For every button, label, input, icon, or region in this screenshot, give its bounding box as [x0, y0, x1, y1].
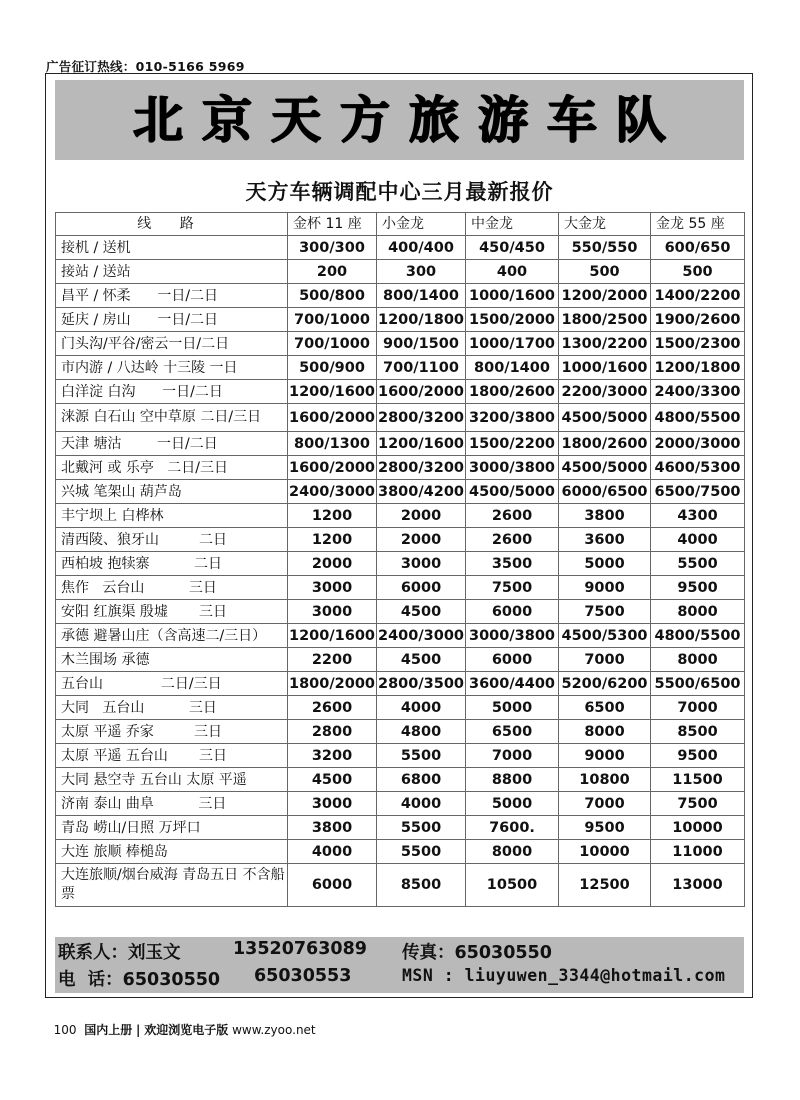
price-cell: 450/450	[466, 236, 559, 260]
route-cell: 承德 避暑山庄（含高速二/三日）	[56, 624, 288, 648]
price-cell: 5500	[377, 840, 466, 864]
price-cell: 5000	[559, 552, 651, 576]
price-cell: 1500/2000	[466, 308, 559, 332]
price-cell: 4000	[377, 792, 466, 816]
price-cell: 3800/4200	[377, 480, 466, 504]
price-cell: 5000	[466, 792, 559, 816]
price-cell: 1200/1800	[651, 356, 745, 380]
price-cell: 2800/3200	[377, 404, 466, 432]
price-cell: 7500	[466, 576, 559, 600]
price-cell: 1800/2500	[559, 308, 651, 332]
contact-mobile: 13520763089	[233, 939, 367, 959]
route-cell: 清西陵、狼牙山 二日	[56, 528, 288, 552]
route-cell: 门头沟/平谷/密云一日/二日	[56, 332, 288, 356]
contact-fax: 传真：65030550	[402, 943, 552, 963]
price-cell: 8000	[651, 600, 745, 624]
route-cell: 丰宁坝上 白桦林	[56, 504, 288, 528]
price-cell: 6000/6500	[559, 480, 651, 504]
price-cell: 4500	[377, 648, 466, 672]
price-cell: 5500/6500	[651, 672, 745, 696]
price-cell: 1500/2200	[466, 432, 559, 456]
price-cell: 4500/5000	[559, 404, 651, 432]
price-cell: 2400/3000	[288, 480, 377, 504]
price-cell: 3600/4400	[466, 672, 559, 696]
route-cell: 西柏坡 抱犊寨 二日	[56, 552, 288, 576]
price-cell: 1800/2600	[559, 432, 651, 456]
price-cell: 3000	[377, 552, 466, 576]
price-cell: 300/300	[288, 236, 377, 260]
table-row	[56, 236, 745, 260]
route-cell: 太原 平遥 五台山 三日	[56, 744, 288, 768]
route-cell: 五台山 二日/三日	[56, 672, 288, 696]
price-cell: 4500/5000	[466, 480, 559, 504]
price-cell: 2200/3000	[559, 380, 651, 404]
route-cell: 北戴河 或 乐亭 二日/三日	[56, 456, 288, 480]
price-cell: 1200/1600	[288, 380, 377, 404]
price-cell: 7000	[466, 744, 559, 768]
price-cell: 2000	[288, 552, 377, 576]
price-cell: 9500	[651, 576, 745, 600]
footer-slogan: 欢迎浏览电子版	[144, 1023, 229, 1037]
table-row	[56, 840, 745, 864]
contact-phone: 电 话：65030550	[58, 970, 221, 990]
table-body	[56, 236, 745, 907]
table-header-row	[56, 213, 745, 236]
contact-bar	[55, 937, 744, 993]
price-cell: 4800/5500	[651, 404, 745, 432]
price-cell: 2800/3200	[377, 456, 466, 480]
price-cell: 10000	[559, 840, 651, 864]
table-row	[56, 720, 745, 744]
table-row	[56, 600, 745, 624]
route-cell: 大同 五台山 三日	[56, 696, 288, 720]
table-row	[56, 380, 745, 404]
price-cell: 2800	[288, 720, 377, 744]
table-row	[56, 356, 745, 380]
table-row	[56, 284, 745, 308]
price-cell: 4000	[651, 528, 745, 552]
price-cell: 10800	[559, 768, 651, 792]
price-cell: 6000	[466, 600, 559, 624]
price-cell: 8500	[377, 864, 466, 907]
price-cell: 5500	[651, 552, 745, 576]
route-cell: 白洋淀 白沟 一日/二日	[56, 380, 288, 404]
route-cell: 兴城 笔架山 葫芦岛	[56, 480, 288, 504]
price-cell: 2200	[288, 648, 377, 672]
price-cell: 2400/3000	[377, 624, 466, 648]
price-cell: 1400/2200	[651, 284, 745, 308]
price-cell: 1200	[288, 528, 377, 552]
price-cell: 200	[288, 260, 377, 284]
price-cell: 3000	[288, 600, 377, 624]
price-cell: 3000/3800	[466, 624, 559, 648]
price-cell: 2000	[377, 528, 466, 552]
price-cell: 1200/1800	[377, 308, 466, 332]
table-row	[56, 624, 745, 648]
table-row	[56, 260, 745, 284]
price-cell: 700/1000	[288, 332, 377, 356]
route-cell: 木兰围场 承德	[56, 648, 288, 672]
price-cell: 8000	[559, 720, 651, 744]
table-row	[56, 504, 745, 528]
price-cell: 4800/5500	[651, 624, 745, 648]
price-cell: 2600	[466, 528, 559, 552]
price-cell: 4600/5300	[651, 456, 745, 480]
column-header-vehicle: 大金龙	[559, 213, 651, 236]
price-cell: 4000	[377, 696, 466, 720]
price-cell: 800/1400	[466, 356, 559, 380]
price-cell: 4300	[651, 504, 745, 528]
price-cell: 7000	[559, 792, 651, 816]
price-cell: 900/1500	[377, 332, 466, 356]
table-row	[56, 744, 745, 768]
price-cell: 3000	[288, 792, 377, 816]
price-cell: 9500	[651, 744, 745, 768]
route-cell: 太原 平遥 乔家 三日	[56, 720, 288, 744]
price-cell: 4500	[288, 768, 377, 792]
footer-section: 国内上册	[84, 1023, 133, 1037]
price-table	[55, 212, 745, 907]
price-cell: 10500	[466, 864, 559, 907]
price-cell: 7500	[651, 792, 745, 816]
price-cell: 3000	[288, 576, 377, 600]
table-row	[56, 456, 745, 480]
table-row	[56, 792, 745, 816]
price-cell: 800/1400	[377, 284, 466, 308]
price-cell: 9500	[559, 816, 651, 840]
route-cell: 安阳 红旗渠 殷墟 三日	[56, 600, 288, 624]
price-cell: 1000/1600	[466, 284, 559, 308]
price-cell: 10000	[651, 816, 745, 840]
price-cell: 11000	[651, 840, 745, 864]
route-cell: 天津 塘沽 一日/二日	[56, 432, 288, 456]
column-header-vehicle: 金龙 55 座	[651, 213, 745, 236]
contact-msn[interactable]: MSN : liuyuwen_3344@hotmail.com	[402, 966, 726, 985]
price-cell: 700/1100	[377, 356, 466, 380]
price-cell: 3800	[559, 504, 651, 528]
price-cell: 1000/1700	[466, 332, 559, 356]
price-cell: 5500	[377, 744, 466, 768]
price-cell: 1200/1600	[377, 432, 466, 456]
price-cell: 2600	[466, 504, 559, 528]
price-cell: 500	[651, 260, 745, 284]
table-row	[56, 480, 745, 504]
price-cell: 1300/2200	[559, 332, 651, 356]
company-title: 北京天方旅游车队	[133, 91, 685, 149]
price-cell: 13000	[651, 864, 745, 907]
price-cell: 7600.	[466, 816, 559, 840]
table-row	[56, 308, 745, 332]
route-cell: 涞源 白石山 空中草原 二日/三日	[56, 404, 288, 432]
price-cell: 1900/2600	[651, 308, 745, 332]
price-cell: 1600/2000	[377, 380, 466, 404]
price-cell: 9000	[559, 744, 651, 768]
price-cell: 1800/2000	[288, 672, 377, 696]
table-row	[56, 332, 745, 356]
table-row	[56, 864, 745, 907]
price-cell: 6500	[466, 720, 559, 744]
price-cell: 4500/5300	[559, 624, 651, 648]
price-cell: 400/400	[377, 236, 466, 260]
price-cell: 9000	[559, 576, 651, 600]
price-cell: 1200	[288, 504, 377, 528]
table-row	[56, 576, 745, 600]
price-cell: 600/650	[651, 236, 745, 260]
price-cell: 6000	[377, 576, 466, 600]
route-cell: 大连 旅顺 棒槌岛	[56, 840, 288, 864]
route-cell: 接机 / 送机	[56, 236, 288, 260]
price-cell: 500	[559, 260, 651, 284]
column-header-vehicle: 中金龙	[466, 213, 559, 236]
column-header-vehicle: 小金龙	[377, 213, 466, 236]
price-cell: 800/1300	[288, 432, 377, 456]
table-row	[56, 528, 745, 552]
table-row	[56, 768, 745, 792]
price-cell: 7000	[559, 648, 651, 672]
price-cell: 8000	[651, 648, 745, 672]
price-cell: 1200/1600	[288, 624, 377, 648]
price-cell: 11500	[651, 768, 745, 792]
route-cell: 青岛 崂山/日照 万坪口	[56, 816, 288, 840]
price-cell: 6500/7500	[651, 480, 745, 504]
table-row	[56, 404, 745, 432]
price-cell: 4000	[288, 840, 377, 864]
price-cell: 2000/3000	[651, 432, 745, 456]
price-cell: 5200/6200	[559, 672, 651, 696]
price-cell: 1600/2000	[288, 456, 377, 480]
price-cell: 550/550	[559, 236, 651, 260]
price-cell: 400	[466, 260, 559, 284]
price-cell: 3800	[288, 816, 377, 840]
title-banner	[55, 80, 744, 160]
price-cell: 1000/1600	[559, 356, 651, 380]
price-cell: 4500/5000	[559, 456, 651, 480]
price-cell: 3200/3800	[466, 404, 559, 432]
price-cell: 3600	[559, 528, 651, 552]
price-cell: 1200/2000	[559, 284, 651, 308]
route-cell: 市内游 / 八达岭 十三陵 一日	[56, 356, 288, 380]
footer-site-link[interactable]: www.zyoo.net	[232, 1023, 316, 1037]
price-cell: 300	[377, 260, 466, 284]
price-cell: 5000	[466, 696, 559, 720]
route-cell: 昌平 / 怀柔 一日/二日	[56, 284, 288, 308]
price-cell: 1800/2600	[466, 380, 559, 404]
contact-phone-2: 65030553	[254, 966, 352, 986]
price-cell: 6500	[559, 696, 651, 720]
table-row	[56, 696, 745, 720]
route-cell: 济南 泰山 曲阜 三日	[56, 792, 288, 816]
table-row	[56, 648, 745, 672]
price-cell: 8000	[466, 840, 559, 864]
ad-hotline: 广告征订热线：010-5166 5969	[46, 59, 245, 74]
route-cell: 大连旅顺/烟台威海 青岛五日 不含船票	[56, 864, 288, 907]
price-list-subtitle: 天方车辆调配中心三月最新报价	[245, 180, 554, 204]
page-number: 100	[53, 1023, 77, 1037]
price-cell: 3200	[288, 744, 377, 768]
price-cell: 2600	[288, 696, 377, 720]
price-cell: 500/900	[288, 356, 377, 380]
contact-person: 联系人：刘玉文	[58, 943, 181, 963]
price-cell: 500/800	[288, 284, 377, 308]
table-row	[56, 816, 745, 840]
price-cell: 6800	[377, 768, 466, 792]
route-cell: 接站 / 送站	[56, 260, 288, 284]
price-cell: 4800	[377, 720, 466, 744]
price-cell: 1500/2300	[651, 332, 745, 356]
footer-separator: |	[136, 1023, 141, 1037]
route-cell: 焦作 云台山 三日	[56, 576, 288, 600]
route-cell: 大同 悬空寺 五台山 太原 平遥	[56, 768, 288, 792]
table-row	[56, 432, 745, 456]
price-cell: 700/1000	[288, 308, 377, 332]
price-cell: 8500	[651, 720, 745, 744]
price-cell: 3000/3800	[466, 456, 559, 480]
price-cell: 5500	[377, 816, 466, 840]
price-cell: 7500	[559, 600, 651, 624]
price-cell: 7000	[651, 696, 745, 720]
price-cell: 12500	[559, 864, 651, 907]
price-cell: 6000	[466, 648, 559, 672]
price-cell: 2800/3500	[377, 672, 466, 696]
route-cell: 延庆 / 房山 一日/二日	[56, 308, 288, 332]
price-cell: 4500	[377, 600, 466, 624]
price-cell: 3500	[466, 552, 559, 576]
page-footer	[46, 1007, 316, 1038]
price-cell: 6000	[288, 864, 377, 907]
price-cell: 8800	[466, 768, 559, 792]
price-cell: 2000	[377, 504, 466, 528]
table-row	[56, 552, 745, 576]
table-row	[56, 672, 745, 696]
price-cell: 2400/3300	[651, 380, 745, 404]
column-header-route: 线 路	[56, 213, 288, 236]
column-header-vehicle: 金杯 11 座	[288, 213, 377, 236]
price-cell: 1600/2000	[288, 404, 377, 432]
